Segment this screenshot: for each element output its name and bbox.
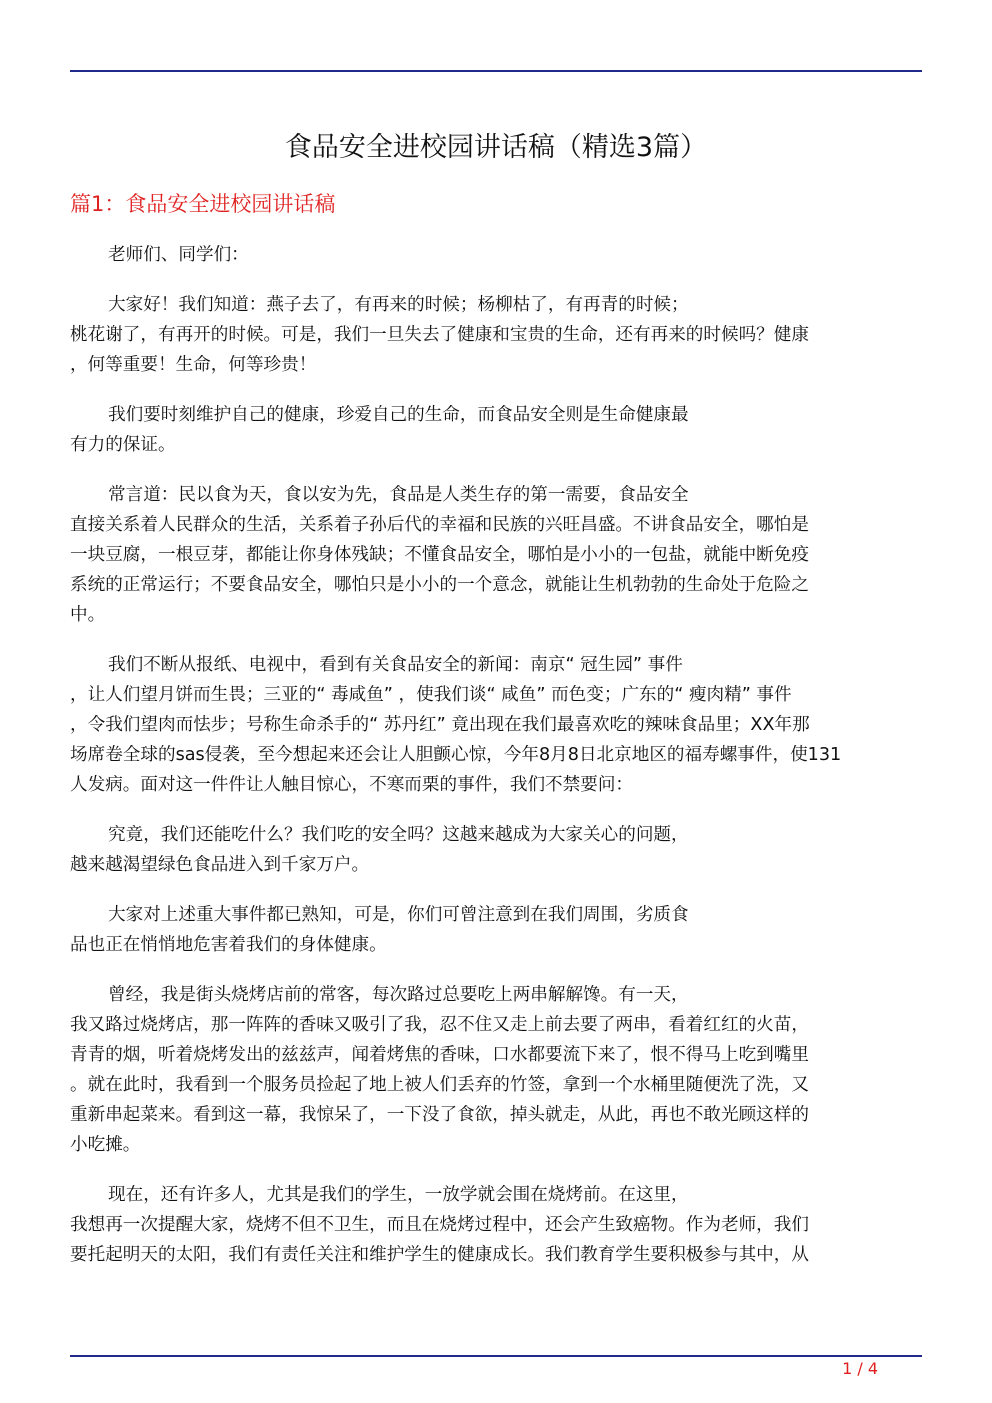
section-heading: 篇1：食品安全进校园讲话稿 <box>70 192 336 216</box>
paragraph-line: 系统的正常运行；不要食品安全，哪怕只是小小的一个意念，就能让生机勃勃的生命处于危险之 <box>70 575 809 595</box>
paragraph-line: 我们不断从报纸、电视中，看到有关食品安全的新闻：南京“ 冠生园” 事件 <box>108 655 683 675</box>
paragraph-line: 一块豆腐，一根豆芽，都能让你身体残缺；不懂食品安全，哪怕是小小的一包盐，就能中断免疫 <box>70 545 809 565</box>
paragraph-line: 中。 <box>70 605 106 625</box>
paragraph-line: 品也正在悄悄地危害着我们的身体健康。 <box>70 935 387 955</box>
paragraph-line: 现在，还有许多人，尤其是我们的学生，一放学就会围在烧烤前。在这里， <box>108 1185 689 1205</box>
paragraph-line: ，令我们望肉而怯步；号称生命杀手的“ 苏丹红” 竟出现在我们最喜欢吃的辣味食品里；XX年那 <box>70 715 810 735</box>
paragraph <box>70 1180 922 1270</box>
paragraph-line: 小吃摊。 <box>70 1135 141 1155</box>
paragraph <box>70 290 922 380</box>
paragraph-line: 越来越渴望绿色食品进入到千家万户。 <box>70 855 370 875</box>
paragraph <box>70 820 922 880</box>
paragraph <box>70 980 922 1160</box>
paragraph <box>70 240 922 270</box>
paragraph-line: 场席卷全球的sas侵袭，至今想起来还会让人胆颤心惊，今年8月8日北京地区的福寿螺事件，使131 <box>70 745 842 765</box>
document-body <box>70 240 922 1290</box>
page-number: 1 / 4 <box>842 1359 878 1378</box>
paragraph-line: 人发病。面对这一件件让人触目惊心，不寒而栗的事件，我们不禁要问： <box>70 775 634 795</box>
paragraph-line: 要托起明天的太阳，我们有责任关注和维护学生的健康成长。我们教育学生要积极参与其中，从 <box>70 1245 809 1265</box>
paragraph-line: 有力的保证。 <box>70 435 176 455</box>
paragraph <box>70 900 922 960</box>
paragraph-line: 曾经，我是街头烧烤店前的常客，每次路过总要吃上两串解解馋。有一天， <box>108 985 689 1005</box>
paragraph-line: 究竟，我们还能吃什么？我们吃的安全吗？这越来越成为大家关心的问题， <box>108 825 689 845</box>
paragraph-line: 我想再一次提醒大家，烧烤不但不卫生，而且在烧烤过程中，还会产生致癌物。作为老师，我们 <box>70 1215 809 1235</box>
footer-rule <box>70 1355 922 1357</box>
paragraph-line: ，让人们望月饼而生畏；三亚的“ 毒咸鱼” ，使我们谈“ 咸鱼” 而色变；广东的“ 瘦肉精” 事件 <box>70 685 792 705</box>
paragraph-line: 我们要时刻维护自己的健康，珍爱自己的生命，而食品安全则是生命健康最 <box>108 405 689 425</box>
paragraph-line: 青青的烟，听着烧烤发出的兹兹声，闻着烤焦的香味，口水都要流下来了，恨不得马上吃到嘴里 <box>70 1045 809 1065</box>
paragraph <box>70 400 922 460</box>
paragraph-line: 常言道：民以食为天，食以安为先，食品是人类生存的第一需要，食品安全 <box>108 485 689 505</box>
paragraph <box>70 650 922 800</box>
document-title: 食品安全进校园讲话稿（精选3篇） <box>284 132 708 163</box>
paragraph-line: 重新串起菜来。看到这一幕，我惊呆了，一下没了食欲，掉头就走，从此，再也不敢光顾这样的 <box>70 1105 809 1125</box>
paragraph-line: 大家对上述重大事件都已熟知，可是，你们可曾注意到在我们周围，劣质食 <box>108 905 689 925</box>
paragraph-line: ，何等重要！生命，何等珍贵！ <box>70 355 317 375</box>
header-rule <box>70 70 922 72</box>
paragraph-line: 。就在此时，我看到一个服务员捡起了地上被人们丢弃的竹签，拿到一个水桶里随便洗了洗，又 <box>70 1075 809 1095</box>
paragraph-line: 老师们、同学们： <box>108 245 249 265</box>
paragraph <box>70 480 922 630</box>
paragraph-line: 大家好！我们知道：燕子去了，有再来的时候；杨柳枯了，有再青的时候； <box>108 295 689 315</box>
paragraph-line: 直接关系着人民群众的生活，关系着子孙后代的幸福和民族的兴旺昌盛。不讲食品安全，哪怕是 <box>70 515 809 535</box>
paragraph-line: 桃花谢了，有再开的时候。可是，我们一旦失去了健康和宝贵的生命，还有再来的时候吗？健康 <box>70 325 809 345</box>
paragraph-line: 我又路过烧烤店，那一阵阵的香味又吸引了我，忍不住又走上前去要了两串，看着红红的火苗， <box>70 1015 809 1035</box>
